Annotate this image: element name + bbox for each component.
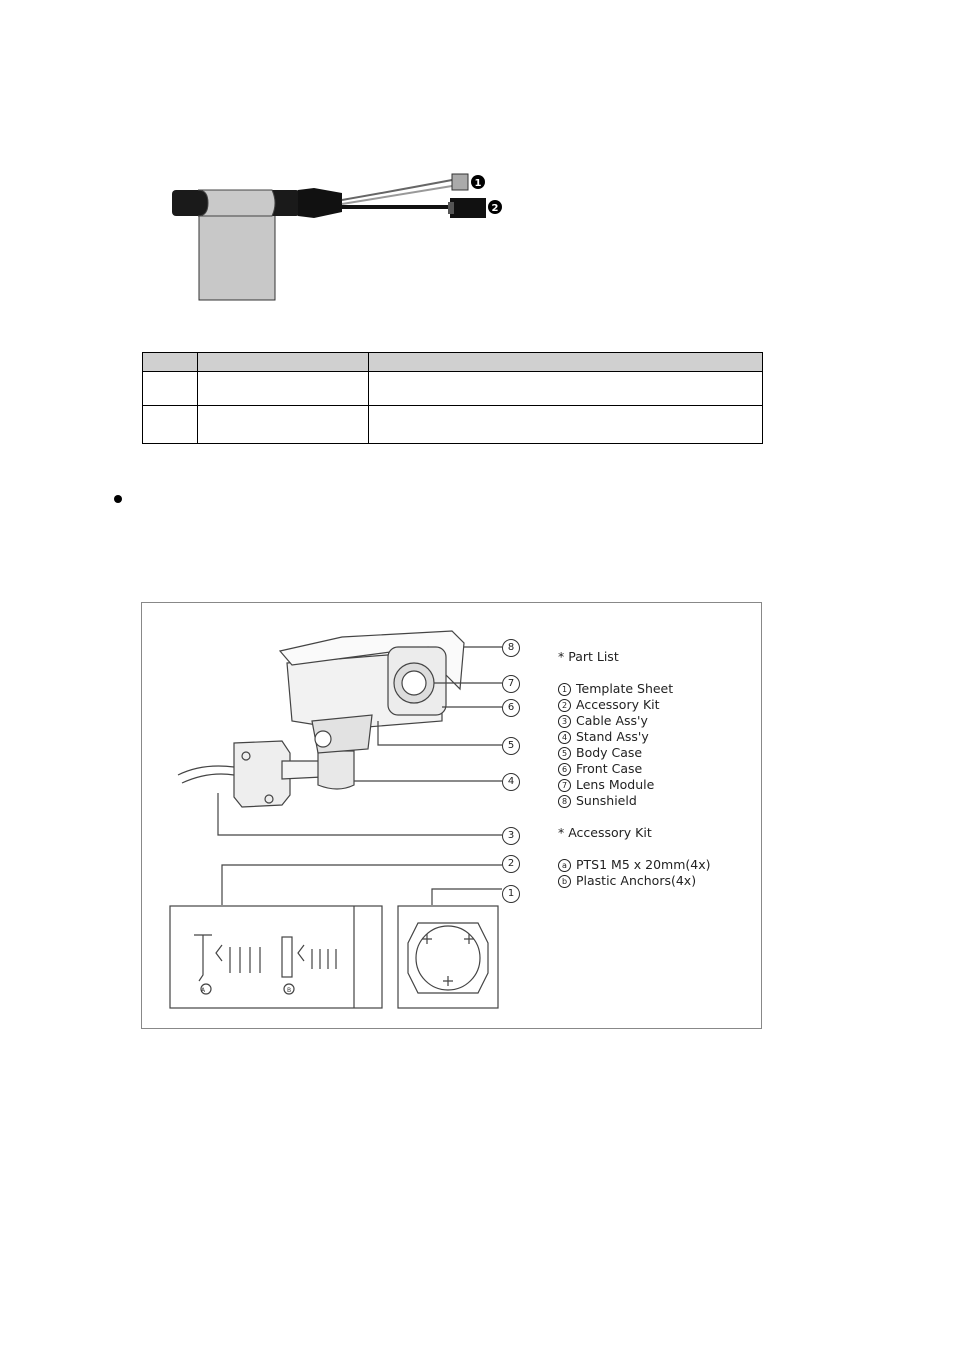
callout-4: 4	[502, 773, 520, 791]
part-number: 6	[558, 763, 571, 776]
part-list-item	[558, 713, 648, 729]
part-list-item	[558, 745, 642, 761]
accessory-number: a	[558, 859, 571, 872]
part-list-title: * Part List	[558, 649, 619, 664]
table-cell	[198, 406, 369, 444]
table-cell	[369, 406, 763, 444]
marker-2: 2	[491, 203, 499, 214]
accessory-item	[558, 873, 696, 889]
marker-1: 1	[474, 178, 482, 189]
part-number: 1	[558, 683, 571, 696]
part-list-item	[558, 761, 642, 777]
callout-8: 8	[502, 639, 520, 657]
kit-label-a: A	[200, 987, 206, 994]
part-number: 3	[558, 715, 571, 728]
accessory-item	[558, 857, 710, 873]
cable-figure	[168, 160, 528, 320]
accessory-number: b	[558, 875, 571, 888]
callout-6: 6	[502, 699, 520, 717]
part-number: 2	[558, 699, 571, 712]
accessory-label: PTS1 M5 x 20mm(4x)	[576, 857, 711, 872]
part-list-item	[558, 681, 673, 697]
callout-3: 3	[502, 827, 520, 845]
part-list-item	[558, 697, 660, 713]
header-cell	[143, 353, 198, 372]
part-list-item	[558, 729, 649, 745]
part-label: Template Sheet	[576, 681, 674, 696]
part-label: Front Case	[576, 761, 643, 776]
callout-7: 7	[502, 675, 520, 693]
part-label: Cable Ass'y	[576, 713, 648, 728]
part-label: Accessory Kit	[576, 697, 660, 712]
table-row	[143, 372, 763, 406]
part-number: 4	[558, 731, 571, 744]
callout-1: 1	[502, 885, 520, 903]
part-number: 5	[558, 747, 571, 760]
part-label: Stand Ass'y	[576, 729, 649, 744]
header-cell	[198, 353, 369, 372]
table-cell	[198, 372, 369, 406]
camera-exploded-view	[142, 603, 761, 1028]
part-label: Lens Module	[576, 777, 655, 792]
connector-table	[142, 352, 763, 444]
header-cell	[369, 353, 763, 372]
part-label: Sunshield	[576, 793, 637, 808]
part-list-item	[558, 777, 654, 793]
bullet-point	[114, 495, 122, 503]
table-row	[143, 406, 763, 444]
cable-illustration	[168, 160, 528, 320]
kit-label-b: B	[286, 987, 292, 994]
parts-diagram	[141, 602, 762, 1029]
callout-2: 2	[502, 855, 520, 873]
accessory-label: Plastic Anchors(4x)	[576, 873, 697, 888]
table-cell	[143, 406, 198, 444]
table-cell	[143, 372, 198, 406]
part-number: 8	[558, 795, 571, 808]
part-number: 7	[558, 779, 571, 792]
accessory-title: * Accessory Kit	[558, 825, 652, 840]
table-cell	[369, 372, 763, 406]
part-list-item	[558, 793, 637, 809]
table-header-row	[143, 353, 763, 372]
part-label: Body Case	[576, 745, 643, 760]
callout-5: 5	[502, 737, 520, 755]
